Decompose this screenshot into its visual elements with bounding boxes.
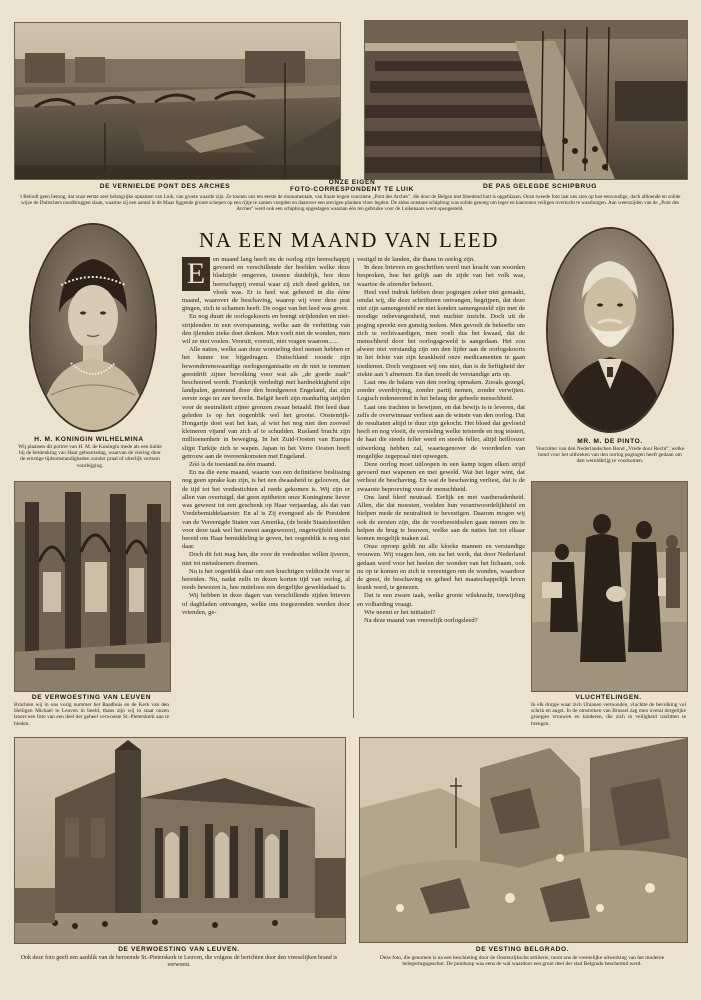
article-paragraph: Deze oorlog moet uitloopen in een kamp tegen elken strijd gevoerd met wapenen en met geweld. Wat het leger wint, dat verliest de beschaving. En wat de beschaving verliest, dat is de zwaarste beproeving voor de menschheid.	[357, 461, 525, 493]
portrait-koningin-wilhelmina	[29, 223, 157, 432]
photo-vesting-belgrado	[359, 737, 688, 943]
caption-title-leuven-left: DE VERWOESTING VAN LEUVEN	[31, 694, 152, 701]
caption-title-de-pinto: MR. M. DE PINTO.	[577, 438, 643, 445]
caption-text-belgrado: Deze foto, die genomen is na een beschieting door de Oostenrijksche artillerie, toont ons de vreeselijke uitwerking van het moderne belegeringsgeschut. De puinhoop was eens de wal waardoor een groot deel der stad Belgrado beschermd werd.	[379, 955, 665, 968]
caption-title-koningin: H. M. KONINGIN WILHELMINA	[34, 436, 144, 443]
caption-title-belgrado: DE VESTING BELGRADO.	[475, 946, 570, 953]
article-paragraph: Heel veel indruk hebben deze pogingen zeker niet gemaakt, omdat wij, die deze schrifturen ontvangen, begrijpen, dat deze niet zijn samengesteld en niet konden samengesteld zijn met de noodige onbevangenheid, met nuchter inzicht. Doch uit de poging spreekt een gunstig teeken. Men gevoelt de behoefte om zich te rechtvaardigen, men voelt dus het kwaad, dat de menschheid door het oorlogsgeweld is aangedaan. Het zou alweer niet verstandig zijn om den lijder aan de oorlogskoorts in het felste van zijn krankheid onze medicamenten te gaan toedienen. Doch vergissen wij ons niet, dan is de heftigheid der ziekte aan 't afnemen. En dan treedt de verstandige arts op.	[357, 288, 525, 378]
article-paragraph: Na deze maand van vreeselijk oorlogsleed?	[364, 616, 478, 624]
article-paragraph: In deze brieven en geschriften werd met kracht van woorden besproken, hoe het gelijk aan de zijde van het volk was, waartoe de afzender behoort.	[357, 264, 525, 288]
photo-leuven-interior	[14, 481, 171, 692]
caption-text-koningin: Wij plaatsen dit portret van H. M. de Koningin mede als een hulde bij de herdenking van Haar geboortedag, waarvan de viering door de ernstige tijdsomstandigheden zonder praal of uiterlijk vertoon voorbijging.	[18, 444, 162, 469]
article-paragraph: Dat is een zware taak, welke groote wilskracht, toewijding en volharding vraagt.	[357, 592, 525, 608]
article-paragraph: En na die eene maand, waarin van een definitieve beslissing nog geen sprake kan zijn, is het een dwaasheid te gelooven, dat de tijd tot het vredestichten al reeds gekomen is. Wij zijn er allen van overtuigd, dat geen epitheton onze Koninginne liever was geweest tot een geschenk op Haar verjaardag, als dat van Vredebemiddelaarster. En al is Zij evengoed als de President van de Vereenigde Staten van Amerika, (de beide Staatshoofden voor deze taak wel het meest aangewezen), ongetwijfeld steeds bereid om Haar bemiddeling te geven, het oogenblik is nog niet daar.	[182, 469, 350, 551]
article-paragraph: vestigd in de landen, die thans in oorlog zijn.	[357, 256, 475, 263]
photo-st-pieterskerk-leuven	[14, 737, 346, 944]
portrait-mr-de-pinto	[546, 227, 674, 433]
caption-title-pont-des-arches: DE VERNIELDE PONT DES ARCHES	[99, 183, 231, 190]
article-paragraph: Ons land bleef neutraal. Eerlijk en met vastberadenheid. Allen, die dat moesten, voelden hun verantwoordelijkheid en hielpen mede de neutraliteit te bevestigen. Daarom mogen wij ook de eersten zijn, die de voorbereidselen gaan nemen om te helpen de brug te bouwen, welke aan de naties het tot elkaar komen mogelijk maken zal.	[357, 493, 525, 542]
article-paragraph: Doch dit feit mag hen, die voor de vredesidee willen ijveren, niet tot nietsdoeners doemen.	[182, 551, 350, 567]
caption-text-leuven-left: Brachten wij in ons vorig nummer het Raadhuis en de Kerk van den Heiligen Michael te Leuven in beeld, thans zijn wij in staat onzen lezers een foto van een deel der geheel verwoeste St.-Pieterskerk aan te bieden.	[14, 702, 169, 727]
photo-schipbrug	[364, 20, 688, 180]
article-paragraph: Laat ons trachten te bewijzen, en dat bewijs is te leveren, dat zelfs de overwinnaar verliest aan de winste van den oorlog. Dat de resultaten altijd te duur zijn gekocht. Het bloed dat gevloeid heeft en nog vloeit, de vernieling welke teisterde en nog teistert, de haat die steeds feller werd en steeds feller, altijd heilloozer uitwerking hebben zal, waartegenover de voordeelen van mogelijke zegepraal niet opwegen.	[357, 403, 525, 460]
article-paragraph: en maand lang heeft nu de oorlog zijn heerschappij gevoerd en verschillende der beelden welke deze bladzijde omgeven, toonen duidelijk, hoe deze heerschappij overal waar zij zich deed gelden, tot vloek was. Er is heel wat gebeurd in die ééne maand, waarover de beschaving, waarop wij voor deze prat gingen, zich te schamen heeft. De oogst van het leed was groot.	[182, 256, 350, 313]
article-paragraph: Onze oproep geldt nu alle kloeke mannen en verstandige vrouwen. Wij vragen hen, om na het werk, dat door Nederland gedaan werd voor het heelen der wonden van het lichaam, ook nu op te komen en zich te vereenigen om de wonden, waardoor de geest, de beschaving en geheel het maatschappelijk leven krank werd, te genezen.	[357, 543, 525, 592]
article-paragraph: Alle naties, welke aan deze worsteling deel nemen hebben er het hunne toe bijgedragen. Duitschland toonde zijn bewonderenswaardige oorlogsorganisatie en de niet te temmen geestdrift zijner bevolking voor wat als „de goede zaak” beschouwd wordt. Frankrijk verdedigt met hardnekkigheid zijn landpalen, gesteund door den bondgenoot Engeland, dat zijn eerste zege ter zee bevocht. België heeft zijn manhaftig strijden voor de neutraliteit zijner grenzen zwaar betaald. Het leed daar geleden is op het oogenblik wel het grootst. Oostenrijk-Hongarije doet wat het kan, al wist het nog niet den zooveel kleineren vijand van zich af te schudden. Rusland bracht zijn millioenenheir in beweging. In het Zuid-Oosten van Europa slijpt Turkije zich te wapen. Japan in het Verre Oosten heeft getrouw aan de overeenkomsten met Engeland.	[182, 346, 350, 460]
caption-title-leuven-bottom: DE VERWOESTING VAN LEUVEN.	[118, 946, 240, 953]
caption-text-vluchtelingen: In elk dorpje waar zich Uhlanen vertoonden, vluchtte de bevolking vol schrik en angst. In de omstreken van Brussel zag men overal dergelijke groepjes vrouwen en kinderen, die zich in veiligheid trachtten te brengen.	[531, 702, 686, 727]
article-paragraph: Wij hebben in deze dagen van verschillende zijden brieven of dagbladen ontvangen, welke ons toegezonden werden door vrienden, ge-	[182, 592, 350, 616]
photo-pont-des-arches	[14, 22, 341, 180]
caption-title-schipbrug: DE PAS GELEGDE SCHIPBRUG	[483, 183, 597, 190]
article-paragraph: Nu is het oogenblik daar om een krachtigen veldtocht voor te bereiden. Nu, nadat zelfs in dezen korten tijd van oorlog, al reeds bewezen is, hoe nutteloos een dergelijke geweldadaad is.	[182, 567, 350, 592]
article-dropcap: E	[182, 257, 210, 291]
caption-text-leuven-bottom: Ook deze foto geeft een aanblik van de beroemde St.-Pieterskerk te Leuven, die volgens de berichten door den vreeselijken brand is verwoest.	[20, 955, 338, 968]
caption-text-de-pinto: Voorzitter van den Nederlandschen Bond „Vrede door Recht”, welke bond voor het uitbreken van den oorlog pogingen heeft gedaan om den wereldkrijg te voorkomen.	[535, 446, 685, 465]
article-paragraph: En nog duurt de oorlogskoorts en brengt strijdenden en niet-strijdenden in een overspanning, welke aan de verhitting van den ijlenden zieke doet denken. Men voelt niet de wonden, men wil ze niet voelen. Vooruit, vooruit, niet vragen waarom......	[182, 313, 350, 346]
caption-foto-correspondent: ONZE EIGEN FOTO-CORRESPONDENT TE LUIK	[290, 179, 414, 193]
caption-title-vluchtelingen: VLUCHTELINGEN.	[575, 694, 642, 701]
photo-vluchtelingen	[531, 481, 688, 692]
article-paragraph: Laat ons de balans van den oorlog opmaken. Zooals gezegd, zonder overdrijving, zonder partij nemen, zonder verwijten. Logisch redeneerend in het belang der geheele menschheid.	[357, 379, 525, 403]
article-paragraph: Wie neemt er het initiatief?	[364, 608, 436, 616]
article-headline: NA EEN MAAND VAN LEED	[199, 228, 499, 252]
column-divider	[353, 258, 354, 718]
article-paragraph: Zóó is de toestand na één maand.	[189, 461, 277, 469]
caption-text-luik: 't Belooft geen betoog, dat onze eerste zeer belangrijke opnamen van Luik, van groote waarde zijn. Ze toonen ons ten eerste de monumentale, van fraaie bogen voorziene „Pont des Arches”, die door de Belgen met bloedend hart is opgeblazen. Onze tweede foto laat ons zien op hoe eenvoudige, doch afdoende en solide wijze de Duitschers noodbruggen slaan, waartoe zij een aantal in de Maas liggende groote schepen op een rijtje te zamen voegden en daarover een stevigen planken vloer legden. De aldus ontstane schipbrug was solide genoeg om leger en kanonnen veiligen overtocht te waarborgen. Aan weerszijden van de „Pont des Arches” werd ook een schipbrug opgeslagen waaraan één ten gebruike voor de Luikenaars werd opengesteld.	[19, 194, 681, 212]
article-column-2	[357, 256, 525, 730]
article-column-1	[182, 256, 350, 730]
